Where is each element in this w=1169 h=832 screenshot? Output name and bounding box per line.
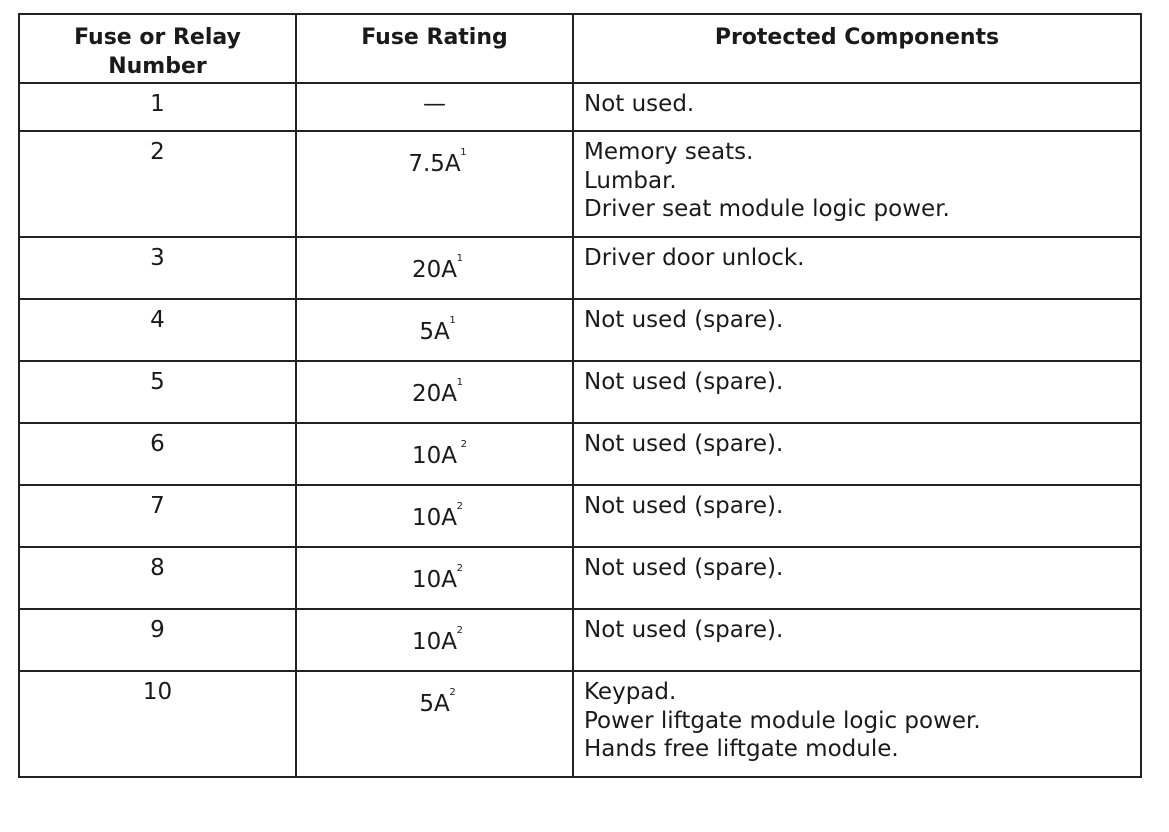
protected-components (573, 547, 1141, 609)
footnote-marker: 2 (456, 563, 463, 574)
fuse-number: 6 (19, 423, 296, 485)
table-row (19, 299, 1141, 361)
component-line: Hands free liftgate module. (584, 736, 899, 762)
fuse-number: 4 (19, 299, 296, 361)
fuse-rating (296, 485, 573, 547)
protected-components (573, 485, 1141, 547)
fuse-rating (296, 361, 573, 423)
fuse-rating-value: 5A (419, 319, 450, 345)
fuse-number: 9 (19, 609, 296, 671)
fuse-rating-value: 5A (419, 691, 450, 717)
fuse-rating (296, 609, 573, 671)
fuse-rating (296, 83, 573, 131)
footnote-marker: 1 (460, 147, 467, 158)
component-line: Not used (spare). (584, 555, 784, 581)
footnote-marker: 1 (456, 377, 463, 388)
protected-components (573, 83, 1141, 131)
fuse-rating-value: — (423, 91, 446, 117)
footnote-marker: 2 (456, 625, 463, 636)
table-row (19, 547, 1141, 609)
fuse-number: 7 (19, 485, 296, 547)
footnote-marker: 2 (449, 687, 456, 698)
table-row (19, 485, 1141, 547)
header-rating: Fuse Rating (296, 14, 573, 83)
footnote-marker: 2 (456, 501, 463, 512)
table-row (19, 609, 1141, 671)
fuse-rating (296, 299, 573, 361)
fuse-rating-value: 20A (411, 381, 457, 407)
table-row (19, 131, 1141, 237)
component-line: Not used. (584, 91, 695, 117)
component-line: Power liftgate module logic power. (584, 707, 981, 734)
table-row (19, 361, 1141, 423)
fuse-number: 8 (19, 547, 296, 609)
header-row (19, 14, 1141, 83)
footnote-marker: 2 (460, 439, 467, 450)
table-row (19, 423, 1141, 485)
fuse-number: 5 (19, 361, 296, 423)
table-row (19, 671, 1141, 777)
header-number: Fuse or Relay Number (19, 14, 296, 83)
fuse-rating-value: 10A (411, 629, 457, 655)
component-line: Memory seats. (584, 139, 754, 165)
component-line: Driver door unlock. (584, 245, 805, 271)
fuse-rating (296, 237, 573, 299)
table-row (19, 237, 1141, 299)
table-row (19, 83, 1141, 131)
fuse-rating-value: 7.5A (408, 151, 461, 177)
fuse-rating-value: 10A (411, 443, 457, 469)
header-components: Protected Components (573, 14, 1141, 83)
fuse-rating (296, 547, 573, 609)
component-line: Driver seat module logic power. (584, 196, 950, 222)
protected-components (573, 131, 1141, 237)
fuse-rating-value: 10A (411, 505, 457, 531)
footnote-marker: 1 (456, 253, 463, 264)
protected-components (573, 361, 1141, 423)
fuse-number: 3 (19, 237, 296, 299)
protected-components (573, 609, 1141, 671)
fuse-rating (296, 671, 573, 777)
component-line: Not used (spare). (584, 431, 784, 457)
fuse-number: 1 (19, 83, 296, 131)
protected-components (573, 299, 1141, 361)
component-line: Not used (spare). (584, 493, 784, 519)
fuse-rating-value: 20A (411, 257, 457, 283)
component-line: Lumbar. (584, 167, 677, 194)
fuse-rating (296, 131, 573, 237)
component-line: Not used (spare). (584, 369, 784, 395)
fuse-rating-value: 10A (411, 567, 457, 593)
fuse-number: 2 (19, 131, 296, 237)
footnote-marker: 1 (449, 315, 456, 326)
component-line: Not used (spare). (584, 307, 784, 333)
fuse-table (18, 13, 1142, 778)
component-line: Keypad. (584, 679, 677, 705)
protected-components (573, 237, 1141, 299)
component-line: Not used (spare). (584, 617, 784, 643)
fuse-number: 10 (19, 671, 296, 777)
protected-components (573, 671, 1141, 777)
protected-components (573, 423, 1141, 485)
fuse-rating (296, 423, 573, 485)
